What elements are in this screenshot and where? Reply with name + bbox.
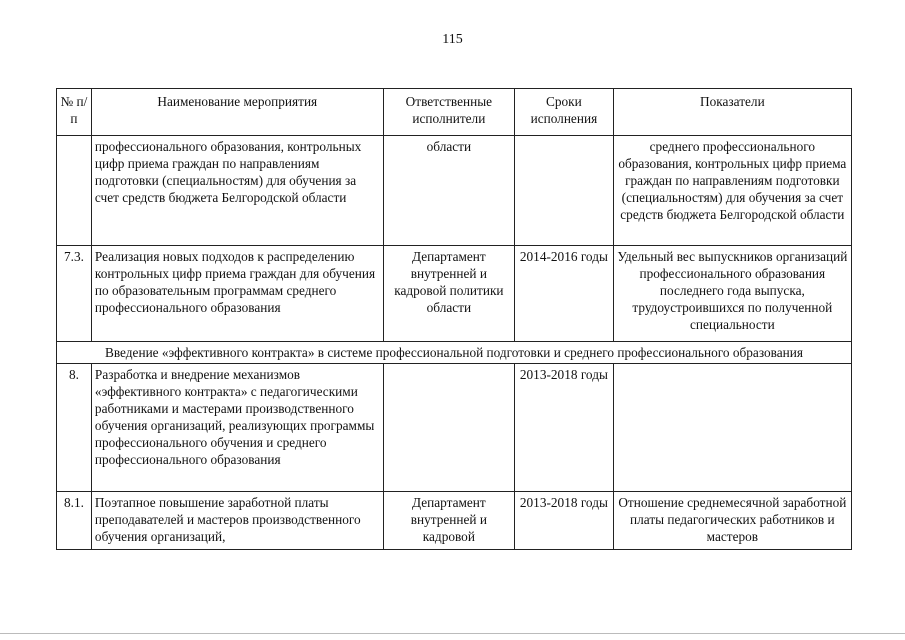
table-row <box>57 136 852 246</box>
row-event-name: Реализация новых подходов к распределению контрольных цифр приема граждан для обучения по образовательным программам среднего профессионального образования <box>91 246 383 342</box>
row-responsible <box>383 364 514 492</box>
header-number: № п/п <box>57 89 92 136</box>
row-number: 8.1. <box>57 492 92 550</box>
row-event-name: профессионального образования, контрольных цифр приема граждан по направлениям подготовки (специальностям) для обучения за счет средств бюджета Белгородской области <box>91 136 383 246</box>
row-event-name: Разработка и внедрение механизмов «эффективного контракта» с педагогическими работниками и мастерами производственного обучения организаций, реализующих программы профессионального обучения и среднего профессионального образования <box>91 364 383 492</box>
page-number: 115 <box>442 32 463 47</box>
row-terms <box>515 136 614 246</box>
row-number: 8. <box>57 364 92 492</box>
table-header-row <box>57 89 852 136</box>
row-responsible: Департамент внутренней и кадровой <box>383 492 514 550</box>
row-terms: 2013-2018 годы <box>515 364 614 492</box>
section-title: Введение «эффективного контракта» в системе профессиональной подготовки и среднего профессионального образования <box>57 342 852 364</box>
section-row <box>57 342 852 364</box>
header-event-name: Наименование мероприятия <box>91 89 383 136</box>
table-row <box>57 246 852 342</box>
row-terms: 2014-2016 годы <box>515 246 614 342</box>
row-responsible: Департамент внутренней и кадровой политики области <box>383 246 514 342</box>
header-terms: Сроки исполнения <box>515 89 614 136</box>
row-indicators: Удельный вес выпускников организаций профессионального образования последнего года выпуска, трудоустроившихся по полученной специальности <box>613 246 851 342</box>
action-plan-table <box>56 88 852 550</box>
row-number: 7.3. <box>57 246 92 342</box>
row-indicators: среднего профессионального образования, контрольных цифр приема граждан по направлениям подготовки (специальностям) для обучения за счет средств бюджета Белгородской области <box>613 136 851 246</box>
page-bottom-rule <box>0 633 905 634</box>
row-event-name: Поэтапное повышение заработной платы преподавателей и мастеров производственного обучения организаций, <box>91 492 383 550</box>
table-row <box>57 364 852 492</box>
row-responsible: области <box>383 136 514 246</box>
row-number <box>57 136 92 246</box>
row-indicators <box>613 364 851 492</box>
row-indicators: Отношение среднемесячной заработной платы педагогических работников и мастеров <box>613 492 851 550</box>
table-row <box>57 492 852 550</box>
row-terms: 2013-2018 годы <box>515 492 614 550</box>
header-indicators: Показатели <box>613 89 851 136</box>
header-responsible: Ответственные исполнители <box>383 89 514 136</box>
